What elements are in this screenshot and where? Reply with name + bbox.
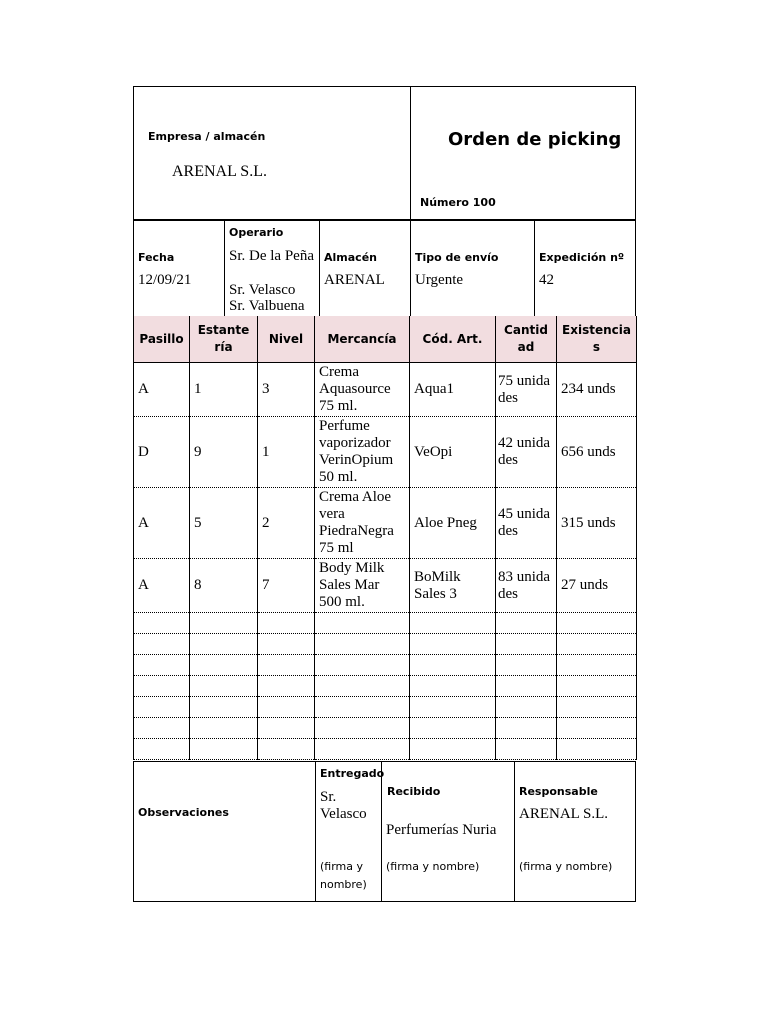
cell-empty bbox=[258, 634, 315, 655]
cell-mercancia: Crema Aloe vera PiedraNegra 75 ml bbox=[315, 488, 410, 559]
cell-estanteria: 5 bbox=[190, 488, 258, 559]
cell-empty bbox=[557, 655, 637, 676]
cell-empty bbox=[315, 718, 410, 739]
header-block bbox=[133, 86, 636, 221]
document-title: Orden de picking bbox=[448, 129, 622, 150]
cell-cantidad: 75 unidades bbox=[496, 363, 557, 417]
empty-row bbox=[134, 634, 637, 655]
operario-name: Sr. De la Peña bbox=[229, 248, 314, 264]
cell-existencias: 27 unds bbox=[557, 559, 637, 613]
cell-cantidad: 45 unidades bbox=[496, 488, 557, 559]
cell-mercancia: Body Milk Sales Mar 500 ml. bbox=[315, 559, 410, 613]
col-header-cantidad-text: Cantidad bbox=[504, 323, 548, 354]
empty-row bbox=[134, 655, 637, 676]
cell-empty bbox=[557, 718, 637, 739]
footer-divider-1 bbox=[315, 761, 316, 902]
col-header-estanteria-text: Estantería bbox=[197, 323, 250, 354]
cell-nivel: 2 bbox=[258, 488, 315, 559]
fecha-label: Fecha bbox=[138, 251, 175, 264]
operario-name: Sr. Velasco bbox=[229, 282, 296, 298]
info-block bbox=[133, 219, 636, 318]
envio-value: Urgente bbox=[415, 272, 464, 288]
cell-empty bbox=[258, 718, 315, 739]
expedicion-value: 42 bbox=[539, 272, 554, 288]
cell-mercancia: Perfume vaporizador VerinOpium 50 ml. bbox=[315, 417, 410, 488]
cell-empty bbox=[258, 655, 315, 676]
cell-empty bbox=[557, 634, 637, 655]
fecha-value: 12/09/21 bbox=[138, 272, 192, 288]
cell-mercancia: Crema Aquasource 75 ml. bbox=[315, 363, 410, 417]
info-divider-1 bbox=[224, 219, 225, 318]
cell-existencias: 234 unds bbox=[557, 363, 637, 417]
recibido-label: Recibido bbox=[387, 785, 441, 798]
entregado-sign: (firma y nombre) bbox=[320, 860, 367, 891]
cell-empty bbox=[134, 718, 190, 739]
cell-cantidad: 42 unidades bbox=[496, 417, 557, 488]
col-header-estanteria bbox=[190, 316, 258, 363]
cell-existencias: 656 unds bbox=[557, 417, 637, 488]
footer-divider-3 bbox=[514, 761, 515, 902]
cell-nivel: 3 bbox=[258, 363, 315, 417]
cell-empty bbox=[557, 676, 637, 697]
cell-empty bbox=[557, 613, 637, 634]
empty-row bbox=[134, 697, 637, 718]
company-value: ARENAL S.L. bbox=[172, 163, 267, 180]
info-divider-3 bbox=[410, 219, 411, 318]
order-number: Número 100 bbox=[420, 196, 496, 209]
cell-empty bbox=[410, 697, 496, 718]
company-label: Empresa / almacén bbox=[148, 130, 266, 143]
col-header-nivel: Nivel bbox=[258, 316, 315, 363]
cell-empty bbox=[190, 697, 258, 718]
cell-empty bbox=[258, 739, 315, 760]
cell-empty bbox=[134, 739, 190, 760]
cell-codigo: Aloe Pneg bbox=[410, 488, 496, 559]
cell-empty bbox=[190, 739, 258, 760]
recibido-value: Perfumerías Nuria bbox=[386, 822, 497, 838]
col-header-codigo: Cód. Art. bbox=[410, 316, 496, 363]
empty-row bbox=[134, 613, 637, 634]
cell-existencias: 315 unds bbox=[557, 488, 637, 559]
cell-empty bbox=[134, 676, 190, 697]
cell-empty bbox=[190, 613, 258, 634]
operario-line-3 bbox=[229, 298, 305, 315]
cell-empty bbox=[134, 634, 190, 655]
cell-empty bbox=[496, 697, 557, 718]
envio-label: Tipo de envío bbox=[415, 251, 499, 264]
cell-empty bbox=[557, 697, 637, 718]
entregado-label: Entregado bbox=[320, 767, 385, 780]
table-row bbox=[134, 417, 637, 488]
cell-empty bbox=[496, 613, 557, 634]
cell-empty bbox=[315, 655, 410, 676]
almacen-value: ARENAL bbox=[324, 272, 385, 288]
cell-empty bbox=[190, 655, 258, 676]
cell-codigo: BoMilk Sales 3 bbox=[410, 559, 496, 613]
responsable-sign: (firma y nombre) bbox=[519, 860, 613, 873]
cell-empty bbox=[315, 739, 410, 760]
cell-empty bbox=[315, 634, 410, 655]
cell-estanteria: 1 bbox=[190, 363, 258, 417]
operario-line-2 bbox=[229, 282, 295, 299]
table-row bbox=[134, 488, 637, 559]
info-divider-2 bbox=[319, 219, 320, 318]
footer-divider-2 bbox=[381, 761, 382, 902]
table-row bbox=[134, 363, 637, 417]
cell-empty bbox=[134, 697, 190, 718]
operario-label: Operario bbox=[229, 226, 284, 239]
cell-empty bbox=[410, 655, 496, 676]
cell-nivel: 1 bbox=[258, 417, 315, 488]
table-header-row bbox=[134, 316, 637, 363]
cell-pasillo: A bbox=[134, 488, 190, 559]
cell-empty bbox=[496, 676, 557, 697]
recibido-sign: (firma y nombre) bbox=[386, 860, 480, 873]
cell-empty bbox=[496, 739, 557, 760]
cell-empty bbox=[315, 676, 410, 697]
cell-empty bbox=[258, 613, 315, 634]
picking-table bbox=[133, 316, 637, 760]
cell-empty bbox=[134, 655, 190, 676]
responsable-value: ARENAL S.L. bbox=[519, 806, 609, 822]
cell-empty bbox=[258, 697, 315, 718]
responsable-label: Responsable bbox=[519, 785, 598, 798]
empty-row bbox=[134, 718, 637, 739]
cell-pasillo: A bbox=[134, 363, 190, 417]
observaciones-label: Observaciones bbox=[138, 806, 229, 819]
cell-empty bbox=[190, 634, 258, 655]
operario-line-1 bbox=[229, 248, 317, 265]
cell-empty bbox=[557, 739, 637, 760]
cell-empty bbox=[496, 634, 557, 655]
cell-empty bbox=[410, 676, 496, 697]
empty-row bbox=[134, 739, 637, 760]
cell-codigo: Aqua1 bbox=[410, 363, 496, 417]
cell-empty bbox=[410, 739, 496, 760]
footer-block bbox=[133, 761, 636, 902]
cell-empty bbox=[190, 718, 258, 739]
cell-codigo: VeOpi bbox=[410, 417, 496, 488]
header-divider bbox=[410, 86, 411, 221]
cell-empty bbox=[410, 718, 496, 739]
col-header-mercancia: Mercancía bbox=[315, 316, 410, 363]
cell-empty bbox=[190, 676, 258, 697]
almacen-label: Almacén bbox=[324, 251, 377, 264]
col-header-existencias-text: Existencias bbox=[562, 323, 631, 354]
info-divider-4 bbox=[534, 219, 535, 318]
col-header-pasillo: Pasillo bbox=[134, 316, 190, 363]
col-header-existencias bbox=[557, 316, 637, 363]
cell-estanteria: 9 bbox=[190, 417, 258, 488]
cell-pasillo: D bbox=[134, 417, 190, 488]
empty-row bbox=[134, 676, 637, 697]
cell-nivel: 7 bbox=[258, 559, 315, 613]
expedicion-label: Expedición nº bbox=[539, 251, 625, 264]
cell-estanteria: 8 bbox=[190, 559, 258, 613]
cell-empty bbox=[315, 697, 410, 718]
cell-empty bbox=[315, 613, 410, 634]
cell-empty bbox=[258, 676, 315, 697]
cell-pasillo: A bbox=[134, 559, 190, 613]
cell-empty bbox=[410, 613, 496, 634]
cell-empty bbox=[496, 655, 557, 676]
cell-empty bbox=[410, 634, 496, 655]
cell-empty bbox=[134, 613, 190, 634]
entregado-value: Sr. Velasco bbox=[320, 789, 367, 822]
operario-name: Sr. Valbuena bbox=[229, 298, 305, 314]
col-header-cantidad bbox=[496, 316, 557, 363]
cell-empty bbox=[496, 718, 557, 739]
cell-cantidad: 83 unidades bbox=[496, 559, 557, 613]
table-row bbox=[134, 559, 637, 613]
